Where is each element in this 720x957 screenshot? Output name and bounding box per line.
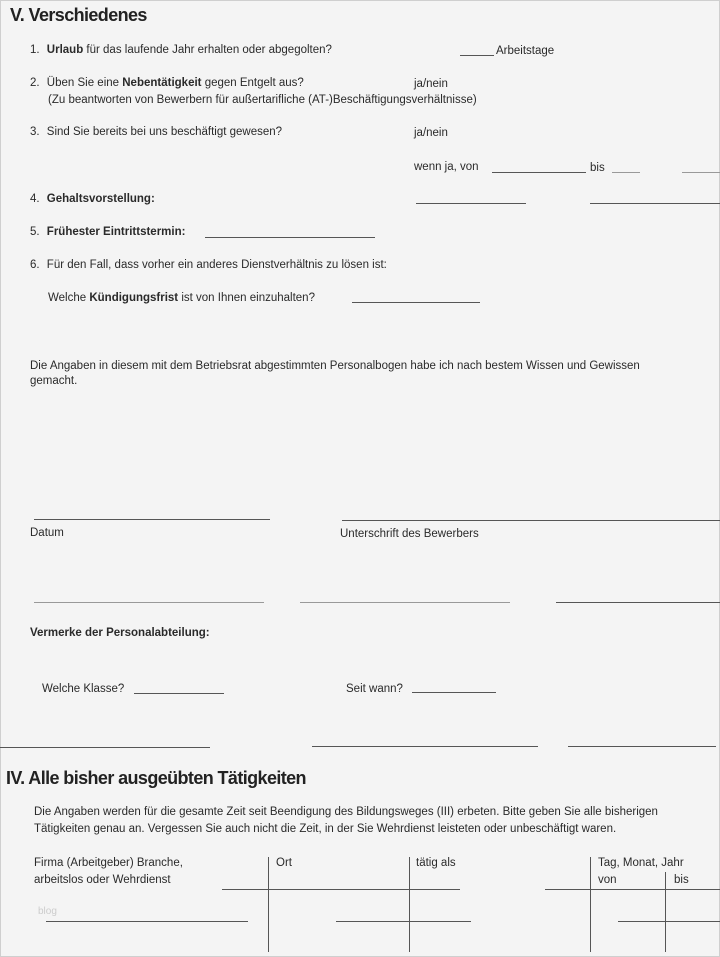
section-divider	[0, 747, 210, 748]
start-date-label: Frühester Eintrittstermin:	[46, 226, 186, 238]
column-company-1: Firma (Arbeitgeber) Branche,	[34, 857, 183, 869]
column-place: Ort	[276, 857, 292, 869]
question-2-note: (Zu beantworten von Bewerbern für außertarifliche (AT-)Beschäftigungsverhältnisse)	[48, 94, 477, 106]
date-label: Datum	[30, 527, 64, 539]
salary-field[interactable]	[416, 203, 526, 204]
column-date: Tag, Monat, Jahr	[598, 857, 684, 869]
start-date-field[interactable]	[205, 237, 375, 238]
section-4-title: IV. Alle bisher ausgeübten Tätigkeiten	[6, 768, 306, 788]
question-2-keyword: Nebentätigkeit	[122, 77, 202, 89]
signature-label: Unterschrift des Bewerbers	[340, 528, 479, 540]
section-5-title: V. Verschiedenes	[10, 5, 147, 25]
employment-from-field[interactable]	[492, 172, 586, 173]
table-rule	[618, 921, 720, 922]
salary-label: Gehaltsvorstellung:	[46, 193, 155, 205]
question-2-pre: Üben Sie eine	[46, 77, 123, 89]
column-separator	[409, 857, 410, 952]
notice-period-field[interactable]	[352, 302, 480, 303]
column-from: von	[598, 874, 617, 886]
section-4-intro-1: Die Angaben werden für die gesamte Zeit seit Beendigung des Bildungsweges (III) erbeten. Bitte geben Sie alle bisherigen	[34, 806, 658, 818]
notice-text: ist von Ihnen einzuhalten?	[178, 292, 315, 304]
question-6	[30, 258, 387, 272]
question-number: 2.	[30, 77, 40, 89]
table-rule	[222, 889, 460, 890]
employment-from-label: wenn ja, von	[414, 161, 479, 173]
column-to: bis	[674, 874, 689, 886]
class-field[interactable]	[134, 693, 224, 694]
notice-keyword: Kündigungsfrist	[89, 292, 179, 304]
notice-period-question	[48, 291, 315, 305]
employment-to-label: bis	[590, 162, 605, 174]
question-2	[30, 76, 304, 90]
question-2-text: gegen Entgelt aus?	[201, 77, 304, 89]
section-divider	[312, 746, 538, 747]
hr-notes-title: Vermerke der Personalabteilung:	[30, 627, 210, 639]
question-3	[30, 125, 282, 139]
since-field[interactable]	[412, 692, 496, 693]
question-number: 6.	[30, 259, 40, 271]
question-6-text: Für den Fall, dass vorher ein anderes Dienstverhältnis zu lösen ist:	[46, 259, 387, 271]
vacation-days-unit: Arbeitstage	[496, 45, 555, 57]
since-label: Seit wann?	[346, 683, 403, 695]
vacation-days-field[interactable]	[460, 55, 494, 56]
column-role: tätig als	[416, 857, 456, 869]
employment-to-field[interactable]	[612, 172, 640, 173]
question-1	[30, 43, 332, 57]
question-number: 5.	[30, 226, 40, 238]
statement-line-2: gemacht.	[30, 375, 78, 387]
date-field[interactable]	[34, 519, 270, 520]
table-rule	[46, 921, 248, 922]
notice-pre: Welche	[48, 292, 90, 304]
salary-field-2[interactable]	[590, 203, 720, 204]
class-label: Welche Klasse?	[42, 683, 125, 695]
column-separator	[268, 857, 269, 952]
section-divider	[568, 746, 716, 747]
question-number: 1.	[30, 44, 40, 56]
divider	[34, 602, 264, 603]
divider	[300, 602, 510, 603]
statement-line-1: Die Angaben in diesem mit dem Betriebsrat abgestimmten Personalbogen habe ich nach bestem Wissen und Gewissen	[30, 360, 640, 372]
table-rule	[336, 921, 471, 922]
question-number: 4.	[30, 193, 40, 205]
column-company-2: arbeitslos oder Wehrdienst	[34, 874, 171, 886]
employment-to-field-2[interactable]	[682, 172, 720, 173]
watermark: blog	[38, 906, 57, 917]
column-separator	[665, 872, 666, 952]
question-3-text: Sind Sie bereits bei uns beschäftigt gewesen?	[46, 126, 283, 138]
question-5	[30, 225, 185, 239]
signature-field[interactable]	[342, 520, 720, 521]
section-4-intro-2: Tätigkeiten genau an. Vergessen Sie auch nicht die Zeit, in der Sie Wehrdienst leisteten oder unbeschäftigt waren.	[34, 823, 617, 835]
question-2-answer[interactable]: ja/nein	[414, 78, 448, 90]
question-3-answer[interactable]: ja/nein	[414, 127, 448, 139]
divider	[556, 602, 720, 603]
question-number: 3.	[30, 126, 40, 138]
column-separator	[590, 857, 591, 952]
table-rule	[545, 889, 720, 890]
question-4	[30, 192, 155, 206]
question-1-keyword: Urlaub	[46, 44, 84, 56]
question-1-text: für das laufende Jahr erhalten oder abgegolten?	[83, 44, 332, 56]
